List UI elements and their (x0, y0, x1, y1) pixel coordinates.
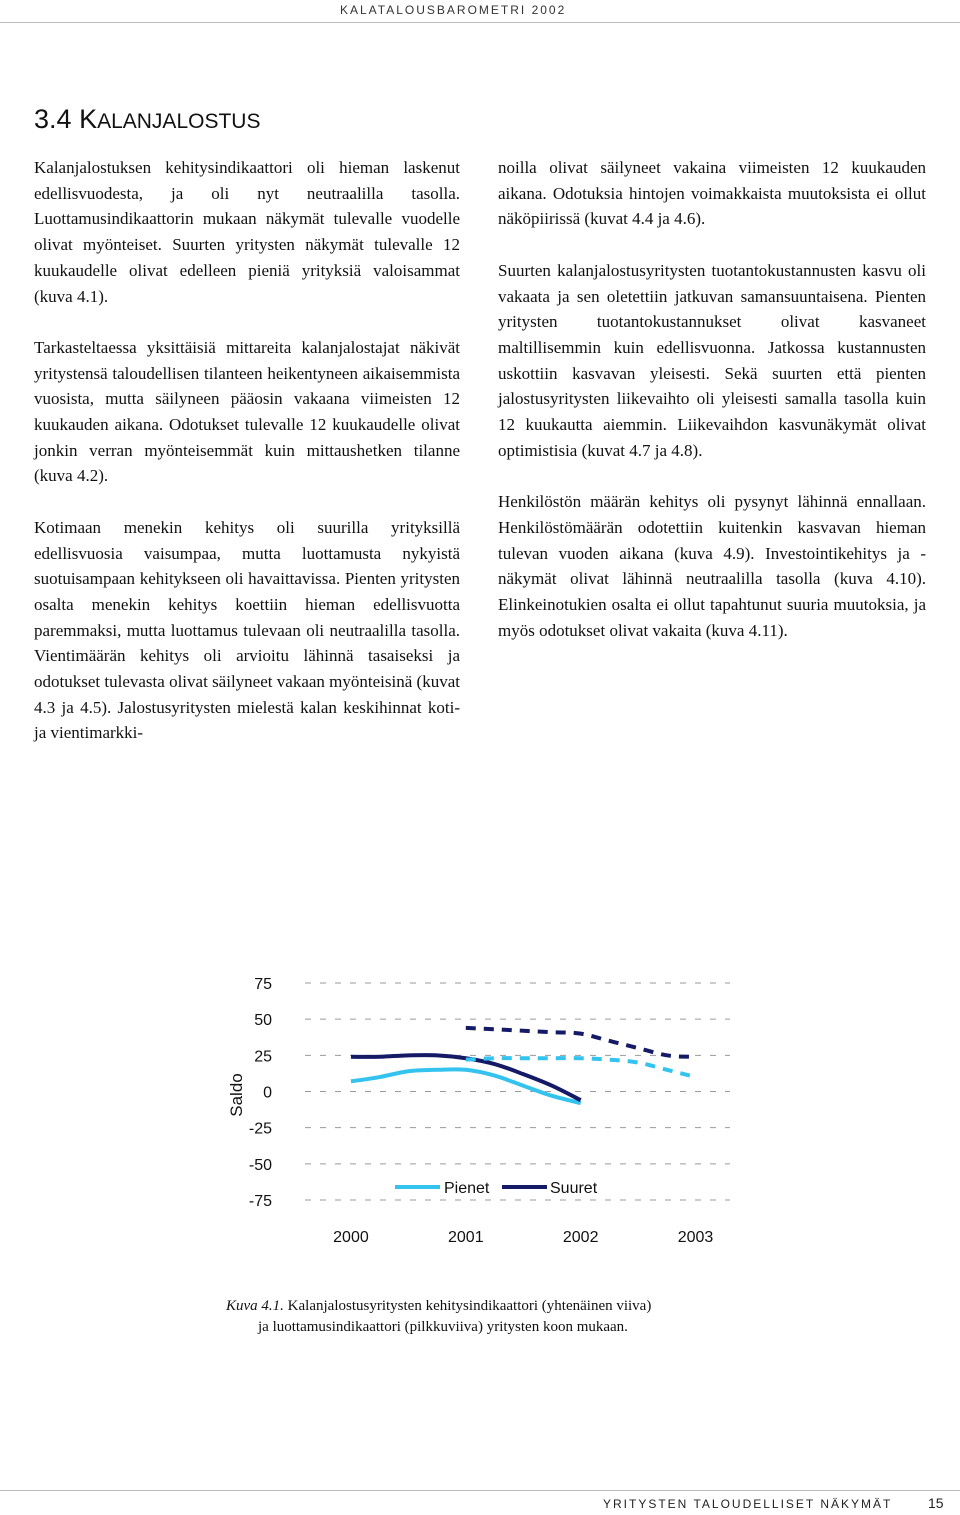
indicator-line-chart (220, 960, 760, 1260)
section-title-rest: ALANJALOSTUS (97, 110, 261, 133)
running-footer-title: YRITYSTEN TALOUDELLISET NÄKYMÄT (603, 1497, 893, 1511)
chart-x-ticks (333, 1229, 713, 1246)
right-paragraph-3: Henkilöstön määrän kehitys oli pysynyt lähinnä ennallaan. Henkilöstömäärän odotettiin kuitenkin kasvavan hieman tulevan vuoden aikana (kuva 4.9). Investointikehitys ja -näkymät olivat lähinnä neutraalilla tasolla (kuva 4.10). Elinkeinotukien osalta ei ollut tapahtunut suuria muutoksia, ja myös odotukset olivat vakaita (kuva 4.11). (498, 492, 926, 640)
section-title-initial: K (79, 104, 98, 134)
caption-line-2: ja luottamusindikaattori (pilkkuviiva) yritysten koon mukaan. (258, 1319, 628, 1335)
running-header-title: KALATALOUSBAROMETRI 2002 (340, 3, 567, 17)
left-paragraph-3: Kotimaan menekin kehitys oli suurilla yrityksillä edellisvuosia vaisumpaa, mutta luottamusta nykyistä suotuisampaan kehitykseen oli havaittavissa. Pienten yritysten osalta menekin kehitys koettiin hieman edellisvuotta paremmaksi, mutta luottamus tulevaan oli neutraalilla tasolla. Vientimäärän kehitys oli arvioitu lähinnä tasaiseksi ja odotukset tulevasta olivat säilyneet vakaan myönteisinä (kuvat 4.3 ja 4.5). Jalostusyritysten mielestä kalan keskihinnat koti- ja vientimarkki- (34, 517, 460, 743)
figure-caption (226, 1296, 786, 1338)
section-number: 3.4 (34, 104, 72, 134)
y-tick-label: -75 (248, 1193, 272, 1210)
series-line-pienet (351, 1069, 581, 1103)
x-tick-label: 2000 (333, 1229, 369, 1246)
series-line-suuret-luottamus (466, 1028, 690, 1057)
legend-label-suuret: Suuret (550, 1180, 598, 1197)
left-column (34, 155, 460, 772)
section-title (34, 104, 260, 135)
right-column (498, 155, 926, 669)
caption-label: Kuva 4.1. (226, 1298, 284, 1314)
chart-legend (395, 1180, 598, 1197)
y-tick-label: 50 (254, 1012, 272, 1030)
running-header (0, 0, 960, 23)
y-tick-label: -50 (248, 1156, 272, 1174)
x-tick-label: 2003 (677, 1229, 714, 1246)
left-paragraph-1: Kalanjalostuksen kehitysindikaattori oli hieman laskenut edellisvuodesta, ja oli nyt neutraalilla tasolla. Luottamusindikaattorin mukaan näkymät tulevalle vuodelle olivat myönteiset. Suurten yritysten näkymät tulevalle 12 kuukaudelle olivat edelleen pieniä yrityksiä valoisammat (kuva 4.1). (34, 158, 460, 306)
chart-gridlines (305, 983, 730, 1200)
right-paragraph-2: Suurten kalanjalostusyritysten tuotantokustannusten kasvu oli vakaata ja sen oletettiin jatkuvan samansuuntaisena. Pienten yritysten tuotantokustannukset olivat kasvaneet maltillisemmin kuin edellisvuonna. Jatkossa kustannusten uskottiin kasvavan yleisesti. Sekä suurten että pienten jalostusyritysten liikevaihto oli yleisesti samalla tasolla kuin 12 kuukautta aiemmin. Liikevaihdon kasvunäkymät olivat optimistisia (kuvat 4.7 ja 4.8). (498, 260, 926, 460)
x-tick-label: 2002 (562, 1229, 599, 1246)
left-paragraph-2: Tarkasteltaessa yksittäisiä mittareita kalanjalostajat näkivät yritystensä taloudellisen tilanteen heikentyneen aikaisemmista vuosista, mutta säilyneen pääosin vakaana viimeisten 12 kuukauden aikana. Odotukset tulevalle 12 kuukaudelle olivat jonkin verran myönteisemmät kuin mittaushetken tilanne (kuva 4.2). (34, 337, 460, 486)
chart-y-ticks (249, 976, 272, 1210)
y-tick-label: 25 (254, 1048, 272, 1066)
y-tick-label: 75 (254, 976, 272, 993)
y-tick-label: -25 (248, 1120, 272, 1138)
page-number: 15 (928, 1495, 944, 1511)
caption-line-1: Kalanjalostusyritysten kehitysindikaattori (yhtenäinen viiva) (287, 1298, 652, 1314)
x-tick-label: 2001 (448, 1229, 484, 1246)
running-footer (0, 1490, 960, 1515)
legend-label-pienet: Pienet (444, 1180, 490, 1197)
y-tick-label: 0 (263, 1084, 272, 1102)
right-paragraph-1: noilla olivat säilyneet vakaina viimeisten 12 kuukauden aikana. Odotuksia hintojen voimakkaista muutoksista ei ollut näköpiirissä (kuvat 4.4 ja 4.6). (498, 158, 926, 229)
chart-y-axis-label: Saldo (227, 1073, 246, 1117)
